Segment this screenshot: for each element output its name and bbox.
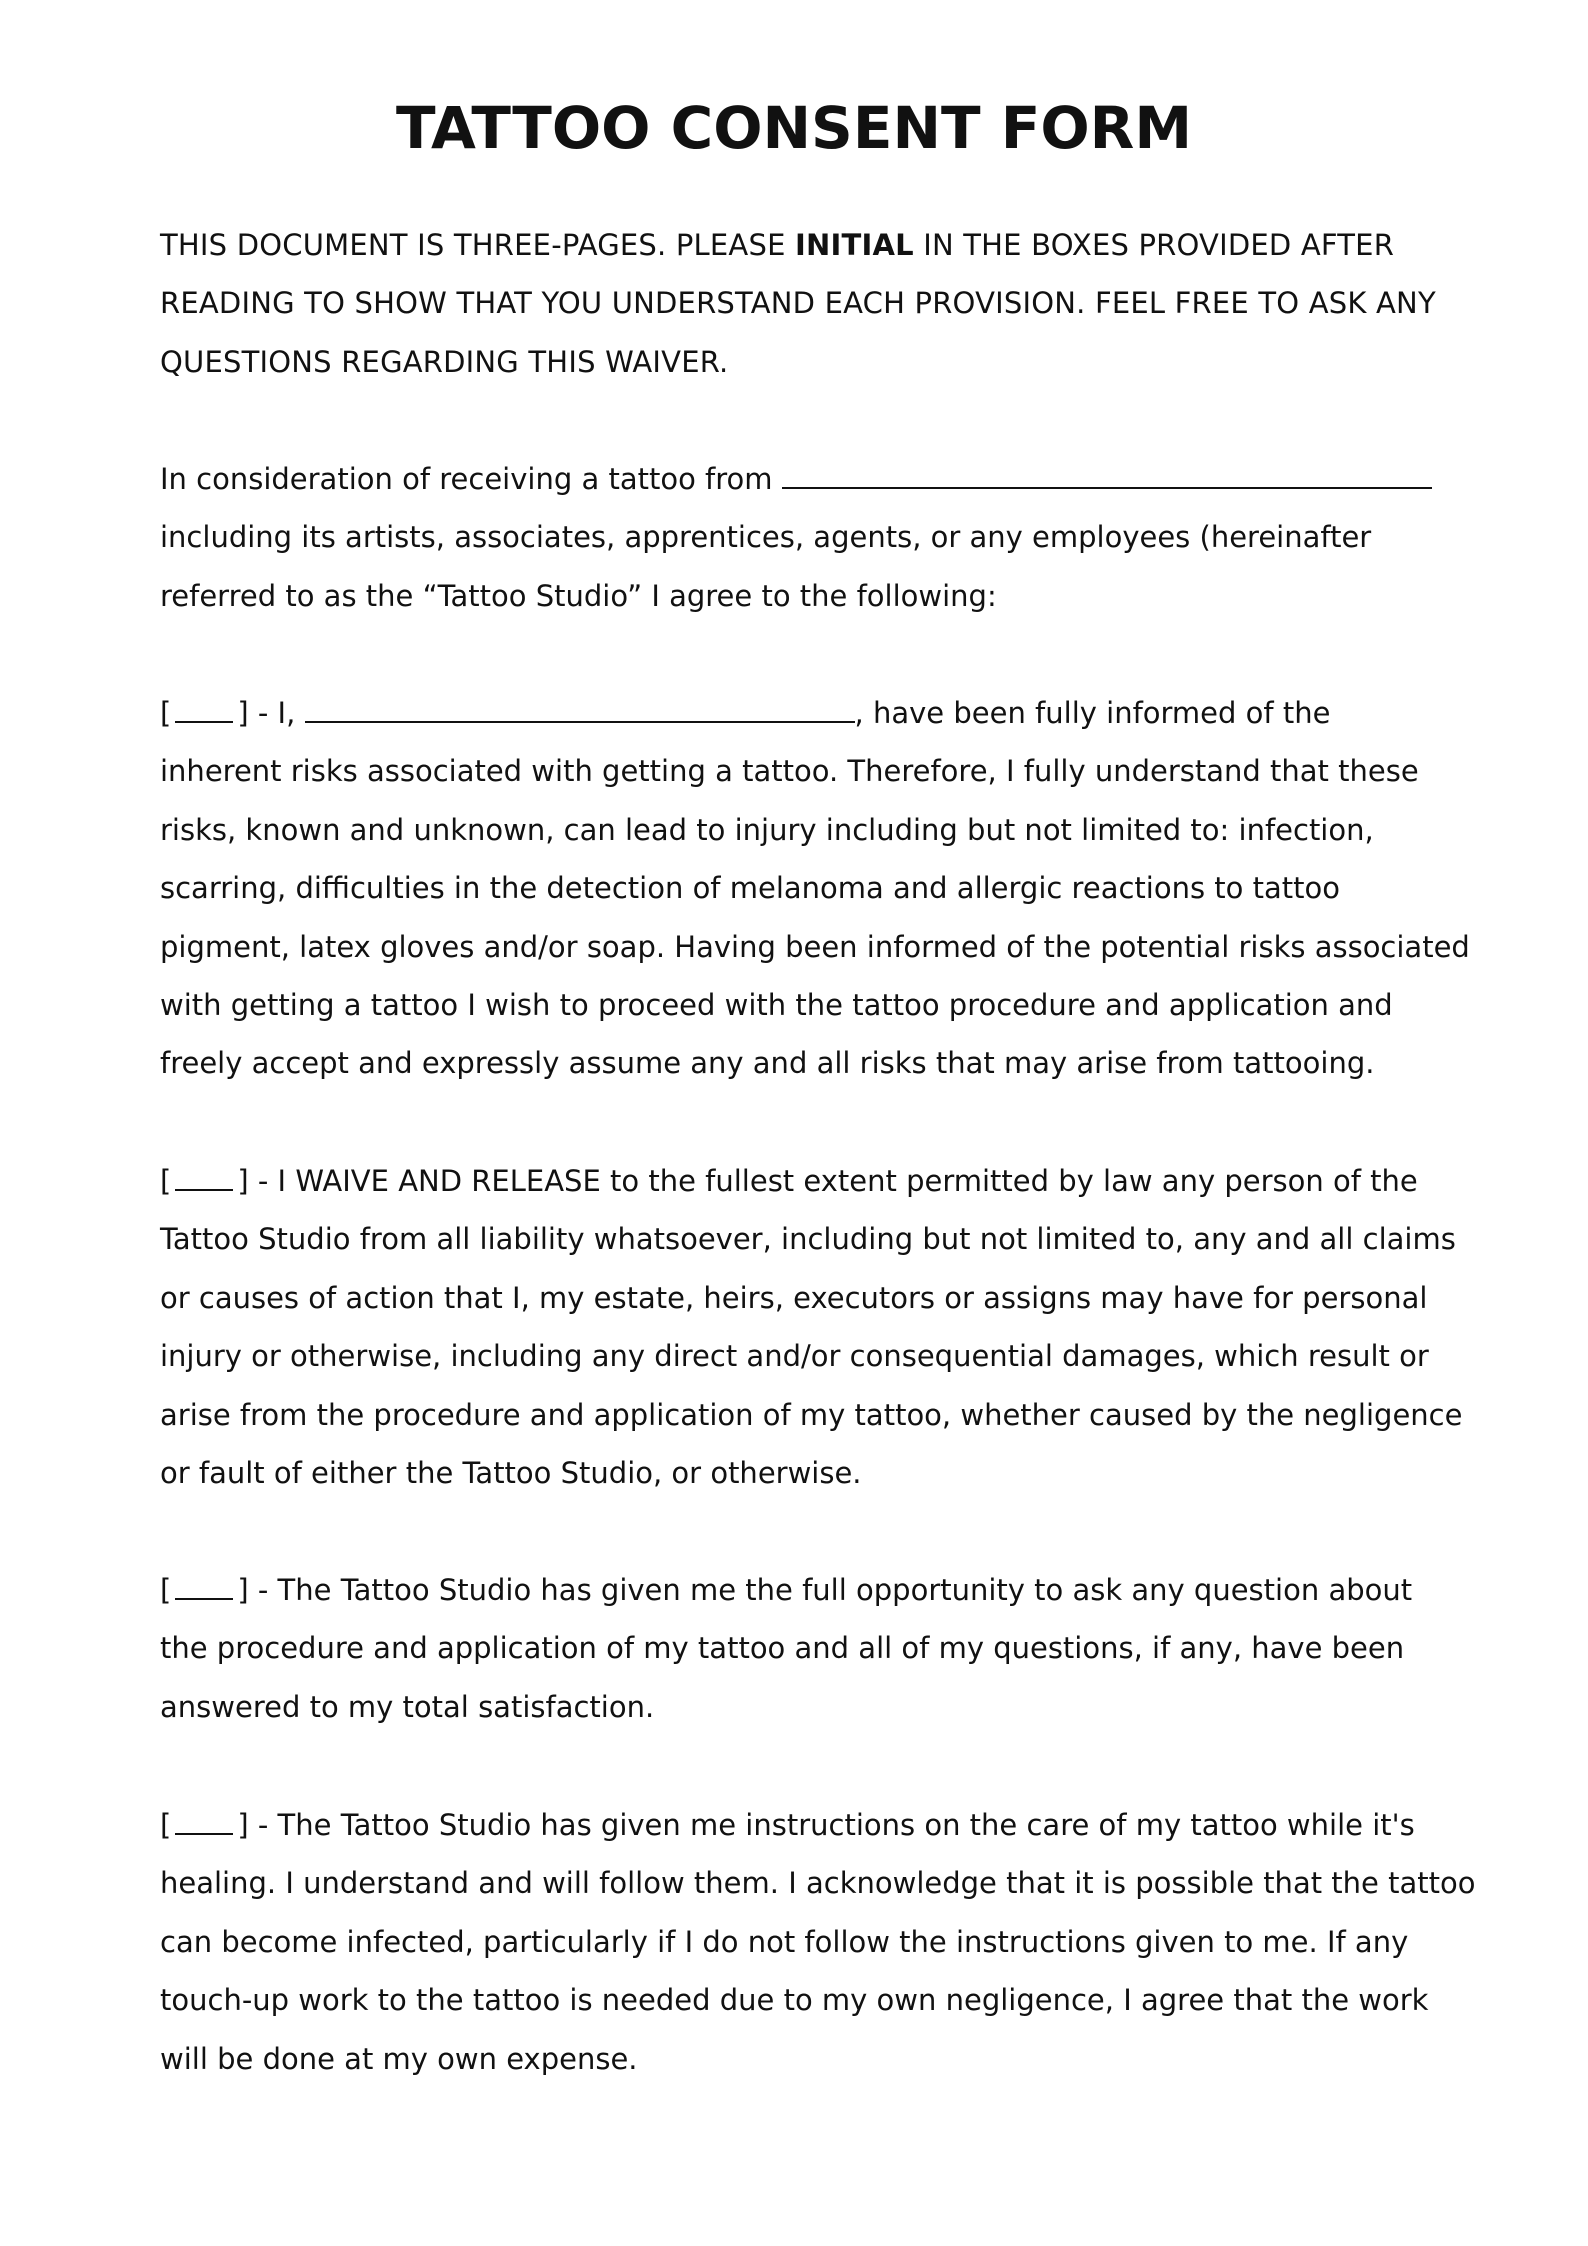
intro-paragraph	[160, 216, 1450, 391]
provision-line: healing. I understand and will follow them. I acknowledge that it is possible that the tattoo	[160, 1866, 1476, 1901]
provision-aftercare	[160, 1796, 1476, 2088]
provision-questions	[160, 1561, 1450, 1736]
provision-first-line: [ ] - The Tattoo Studio has given me the full opportunity to ask any question about	[160, 1573, 1413, 1607]
provision-line: inherent risks associated with getting a tattoo. Therefore, I fully understand that these	[160, 754, 1419, 789]
provision-line: risks, known and unknown, can lead to injury including but not limited to: infection,	[160, 812, 1374, 847]
provision-first-line: [ ] - I WAIVE AND RELEASE to the fullest extent permitted by law any person of the	[160, 1164, 1418, 1198]
initial-field[interactable]	[175, 699, 233, 723]
provision-risks	[160, 684, 1470, 1093]
initial-box[interactable]: [ ]	[160, 696, 249, 730]
provision-line: will be done at my own expense.	[160, 2041, 638, 2076]
intro-line-2: READING TO SHOW THAT YOU UNDERSTAND EACH PROVISION. FEEL FREE TO ASK ANY	[160, 286, 1436, 321]
provision-line: injury or otherwise, including any direct and/or consequential damages, which result or	[160, 1339, 1429, 1374]
initial-box[interactable]: [ ]	[160, 1808, 249, 1842]
initial-emphasis: INITIAL	[795, 228, 914, 262]
initial-box[interactable]: [ ]	[160, 1573, 249, 1607]
consideration-line-3: referred to as the “Tattoo Studio” I agree to the following:	[160, 578, 997, 613]
provision-first-line: [ ] - I, , have been fully informed of the	[160, 696, 1331, 730]
initial-field[interactable]	[175, 1167, 233, 1191]
initial-field[interactable]	[175, 1576, 233, 1600]
studio-name-field[interactable]	[782, 461, 1432, 489]
provision-line: arise from the procedure and application of my tattoo, whether caused by the negligence	[160, 1397, 1463, 1432]
provision-line: pigment, latex gloves and/or soap. Having been informed of the potential risks associated	[160, 929, 1470, 964]
initial-box[interactable]: [ ]	[160, 1164, 249, 1198]
consideration-paragraph	[160, 450, 1450, 625]
provision-line: can become infected, particularly if I do not follow the instructions given to me. If any	[160, 1924, 1409, 1959]
consideration-line-2: including its artists, associates, apprentices, agents, or any employees (hereinafter	[160, 520, 1372, 555]
provision-waiver	[160, 1152, 1463, 1502]
provision-first-line: [ ] - The Tattoo Studio has given me instructions on the care of my tattoo while it's	[160, 1808, 1415, 1842]
page-title: TATTOO CONSENT FORM	[395, 94, 1193, 162]
provision-line: scarring, difficulties in the detection of melanoma and allergic reactions to tattoo	[160, 871, 1340, 906]
intro-line-1: THIS DOCUMENT IS THREE-PAGES. PLEASE INITIAL IN THE BOXES PROVIDED AFTER	[160, 228, 1395, 262]
initial-field[interactable]	[175, 1811, 233, 1835]
provision-line: Tattoo Studio from all liability whatsoever, including but not limited to, any and all claims	[160, 1222, 1456, 1257]
client-name-field[interactable]	[305, 695, 855, 723]
consideration-line-1: In consideration of receiving a tattoo from	[160, 450, 1450, 508]
provision-line: or fault of either the Tattoo Studio, or otherwise.	[160, 1456, 862, 1491]
provision-line: the procedure and application of my tattoo and all of my questions, if any, have been	[160, 1631, 1405, 1666]
provision-line: freely accept and expressly assume any and all risks that may arise from tattooing.	[160, 1046, 1375, 1081]
intro-line-3: QUESTIONS REGARDING THIS WAIVER.	[160, 344, 729, 379]
provision-line: answered to my total satisfaction.	[160, 1689, 655, 1724]
provision-line: touch-up work to the tattoo is needed due to my own negligence, I agree that the work	[160, 1983, 1429, 2018]
provision-line: with getting a tattoo I wish to proceed with the tattoo procedure and application and	[160, 988, 1393, 1023]
provision-line: or causes of action that I, my estate, heirs, executors or assigns may have for personal	[160, 1280, 1428, 1315]
